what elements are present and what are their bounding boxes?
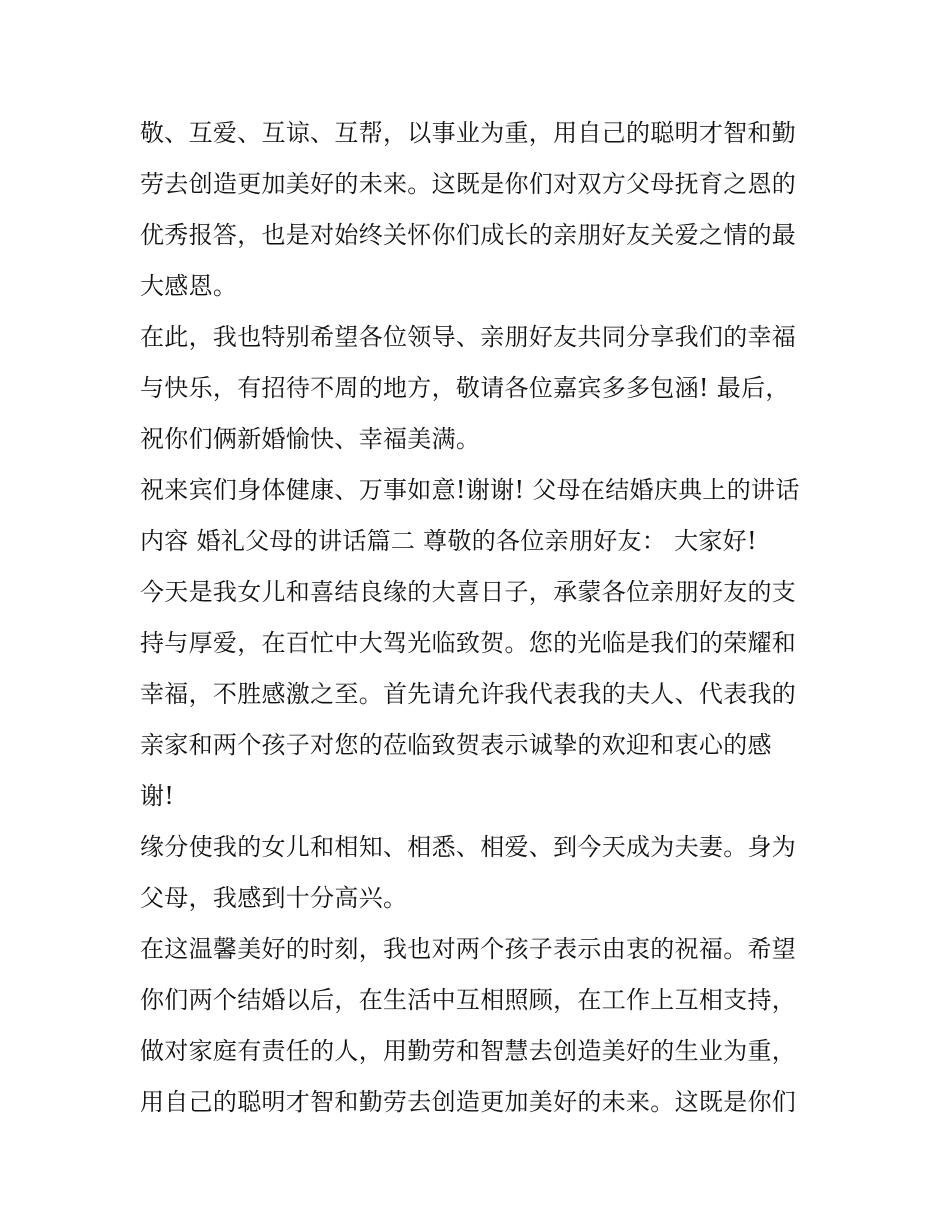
text-line: 大感恩。 <box>140 272 238 300</box>
text-line: 优秀报答，也是对始终关怀你们成长的亲朋好友关爱之情的最 <box>140 221 797 249</box>
text-line: 敬、互爱、互谅、互帮，以事业为重，用自己的聪明才智和勤 <box>140 119 797 147</box>
text-line: 你们两个结婚以后，在生活中互相照顾，在工作上互相支持， <box>140 986 797 1014</box>
text-line: 父母，我感到十分高兴。 <box>140 884 408 912</box>
text-line: 劳去创造更加美好的未来。这既是你们对双方父母抚育之恩的 <box>140 170 797 198</box>
text-line: 缘分使我的女儿和相知、相悉、相爱、到今天成为夫妻。身为 <box>140 833 797 861</box>
text-line: 在此，我也特别希望各位领导、亲朋好友共同分享我们的幸福 <box>140 323 797 351</box>
text-line: 亲家和两个孩子对您的莅临致贺表示诚挚的欢迎和衷心的感 <box>140 731 772 759</box>
text-line: 幸福，不胜感激之至。首先请允许我代表我的夫人、代表我的 <box>140 680 797 708</box>
text-line: 谢! <box>140 782 175 810</box>
text-line: 与快乐，有招待不周的地方，敬请各位嘉宾多多包涵! 最后， <box>140 374 790 402</box>
text-line: 做对家庭有责任的人，用勤劳和智慧去创造美好的生业为重， <box>140 1037 797 1065</box>
text-line: 祝你们俩新婚愉快、幸福美满。 <box>140 425 481 453</box>
text-line: 内容 婚礼父母的讲话篇二 尊敬的各位亲朋好友： 大家好! <box>140 527 757 555</box>
text-line: 祝来宾们身体健康、万事如意!谢谢! 父母在结婚庆典上的讲话 <box>140 476 800 504</box>
document-body <box>140 108 820 1128</box>
text-line: 在这温馨美好的时刻，我也对两个孩子表示由衷的祝福。希望 <box>140 935 797 963</box>
text-line: 用自己的聪明才智和勤劳去创造更加美好的未来。这既是你们 <box>140 1088 797 1116</box>
text-line: 今天是我女儿和喜结良缘的大喜日子，承蒙各位亲朋好友的支 <box>140 578 797 606</box>
text-line: 持与厚爱，在百忙中大驾光临致贺。您的光临是我们的荣耀和 <box>140 629 797 657</box>
